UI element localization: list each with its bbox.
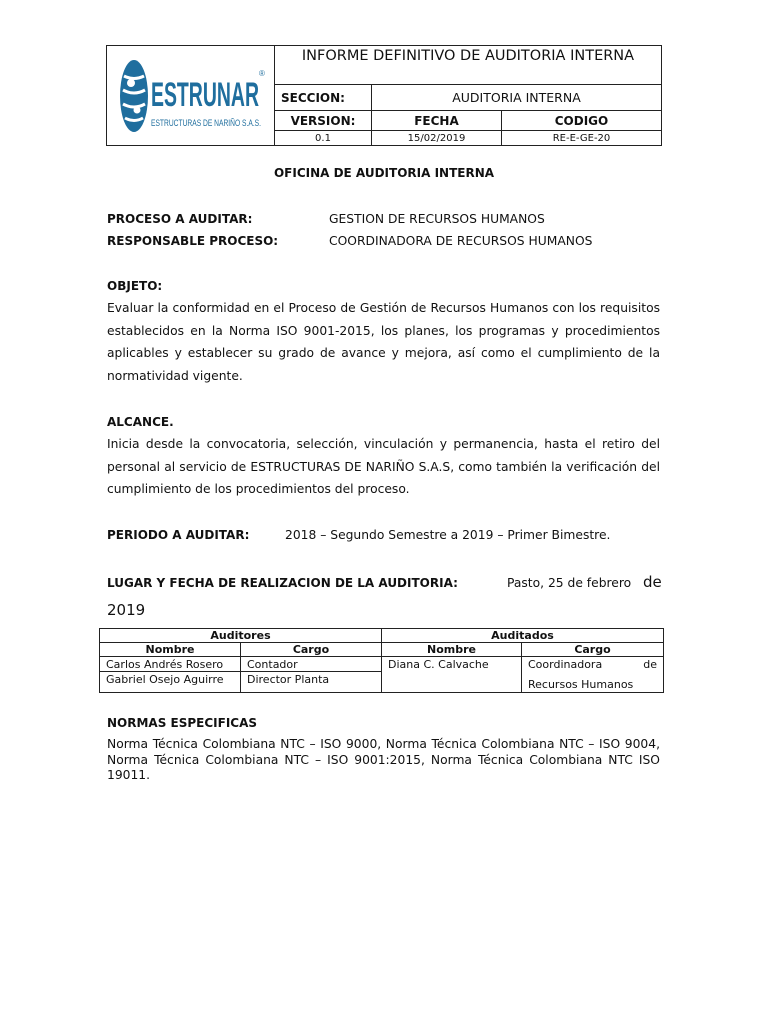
- proceso-value: GESTION DE RECURSOS HUMANOS: [329, 212, 545, 226]
- logo-cell: [107, 46, 275, 145]
- normas-text: Norma Técnica Colombiana NTC – ISO 9000, Norma Técnica Colombiana NTC – ISO 9004, Norma Técnica Colombiana NTC – ISO 9001:2015, Norma Técnica Colombiana NTC ISO 19011.: [107, 737, 660, 782]
- auditores-col-nombre: Nombre: [100, 643, 241, 657]
- auditores-col-cargo: Cargo: [241, 643, 382, 657]
- responsable-value: COORDINADORA DE RECURSOS HUMANOS: [329, 234, 593, 248]
- lugar-value-c: 2019: [107, 601, 146, 619]
- auditor-nombre: Carlos Andrés Rosero: [100, 657, 241, 672]
- lugar-value-b: de: [643, 573, 662, 591]
- auditado-cargo-b: de: [643, 658, 657, 671]
- svg-text:®: ®: [259, 69, 265, 78]
- proceso-label: PROCESO A AUDITAR:: [107, 212, 253, 226]
- fecha-value: 15/02/2019: [371, 131, 501, 145]
- seccion-label: SECCION:: [281, 90, 345, 105]
- logo-wordmark: ESTRUNAR: [151, 76, 259, 114]
- objeto-text: Evaluar la conformidad en el Proceso de Gestión de Recursos Humanos con los requisitos establecidos en la Norma ISO 9001-2015, los planes, los programas y procedimientos aplicables y establecer su grado de avance y mejora, así como el cumplimiento de la normatividad vigente.: [107, 301, 660, 383]
- auditados-col-nombre: Nombre: [382, 643, 522, 657]
- normas-heading: NORMAS ESPECIFICAS: [107, 716, 258, 730]
- seccion-value: AUDITORIA INTERNA: [371, 85, 661, 110]
- codigo-value: RE-E-GE-20: [501, 131, 661, 145]
- estrunar-logo: [107, 46, 273, 144]
- auditor-nombre: Gabriel Osejo Aguirre: [100, 672, 241, 692]
- auditor-cargo: Director Planta: [241, 672, 382, 692]
- auditados-heading: Auditados: [382, 629, 663, 643]
- auditado-cargo-c: Recursos Humanos: [528, 678, 634, 691]
- alcance-text: Inicia desde la convocatoria, selección, vinculación y permanencia, hasta el retiro del personal al servicio de ESTRUCTURAS DE NARIÑO S.A.S, como también la verificación del cumplimiento de los procedimientos del proceso.: [107, 437, 660, 496]
- auditores-heading: Auditores: [100, 629, 382, 643]
- version-label: VERSION:: [290, 113, 356, 128]
- auditado-cargo-a: Coordinadora: [528, 658, 603, 671]
- version-value-row: [275, 131, 661, 145]
- lugar-label: LUGAR Y FECHA DE REALIZACION DE LA AUDITORIA:: [107, 576, 458, 590]
- alcance-heading: ALCANCE.: [107, 415, 174, 429]
- office-title: OFICINA DE AUDITORIA INTERNA: [273, 166, 495, 180]
- codigo-label: CODIGO: [501, 111, 661, 130]
- auditados-col-cargo: Cargo: [522, 643, 663, 657]
- auditor-cargo: Contador: [241, 657, 382, 672]
- version-value: 0.1: [315, 132, 331, 144]
- objeto-heading: OBJETO:: [107, 279, 163, 293]
- document-title: INFORME DEFINITIVO DE AUDITORIA INTERNA: [275, 46, 661, 85]
- document-header: [106, 45, 662, 146]
- fecha-label: FECHA: [371, 111, 501, 130]
- logo-tagline: ESTRUCTURAS DE NARIÑO S.A.S.: [151, 118, 261, 129]
- version-header-row: [275, 111, 661, 131]
- seccion-row: [275, 85, 661, 111]
- responsable-label: RESPONSABLE PROCESO:: [107, 234, 279, 248]
- auditors-table: [99, 628, 664, 693]
- periodo-value: 2018 – Segundo Semestre a 2019 – Primer Bimestre.: [285, 528, 611, 542]
- lugar-value-a: Pasto, 25 de febrero: [507, 576, 632, 590]
- periodo-label: PERIODO A AUDITAR:: [107, 528, 250, 542]
- auditado-nombre: Diana C. Calvache: [382, 657, 522, 692]
- auditado-cargo: [522, 657, 663, 692]
